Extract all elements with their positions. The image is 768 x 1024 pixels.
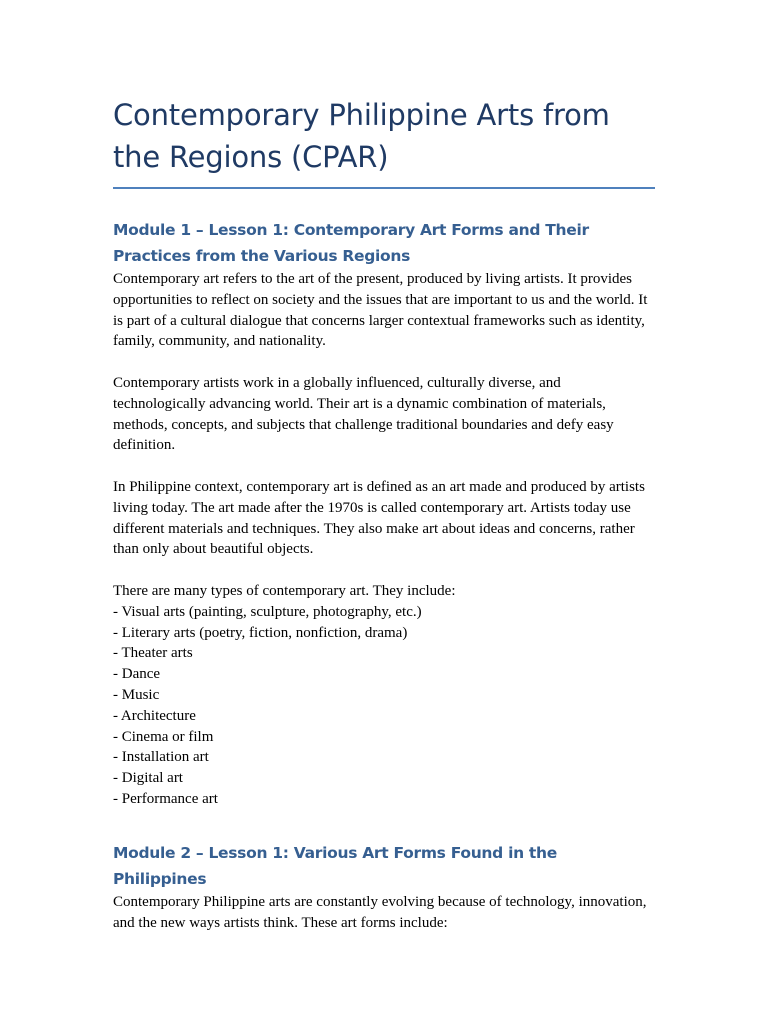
module-1-paragraph-2: Contemporary artists work in a globally influenced, culturally diverse, and technologically advancing world. Their art is a dynamic combination of materials, methods, concepts, and subjects that challenge traditional boundaries and defy easy definition. [113,374,614,454]
art-types-intro: There are many types of contemporary art. They include: [113,582,456,599]
module-1-paragraph-1: Contemporary art refers to the art of the present, produced by living artists. It provides opportunities to reflect on society and the issues that are important to us and the world. It is part of a cultural dialogue that concerns larger contextual frameworks such as identity, family, community, and nationality. [113,271,648,350]
module-1-heading: Module 1 – Lesson 1: Contemporary Art Forms and Their Practices from the Various Regions [113,221,589,265]
document-title: Contemporary Philippine Arts from the Regions (CPAR) [113,94,655,189]
document-page [113,94,655,933]
list-item: - Digital art [113,770,183,787]
list-item: - Music [113,686,160,703]
module-1-paragraph-3: In Philippine context, contemporary art is defined as an art made and produced by artists living today. The art made after the 1970s is called contemporary art. Artists today use different materials and techniques. They also make art about ideas and concerns, rather than only about beautiful objects. [113,478,645,558]
list-item: - Performance art [113,790,218,807]
list-item: - Dance [113,666,161,683]
list-item: - Literary arts (poetry, fiction, nonfiction, drama) [113,624,408,641]
list-item: - Installation art [113,749,209,766]
module-2-heading: Module 2 – Lesson 1: Various Art Forms Found in the Philippines [113,843,557,888]
list-item: - Theater arts [113,645,193,662]
module-2-paragraph-1: Contemporary Philippine arts are constantly evolving because of technology, innovation, and the new ways artists think. These art forms include: [113,893,647,931]
art-types-list [113,602,655,810]
list-item: - Visual arts (painting, sculpture, photography, etc.) [113,603,422,620]
list-item: - Cinema or film [113,728,214,745]
list-item: - Architecture [113,707,196,724]
